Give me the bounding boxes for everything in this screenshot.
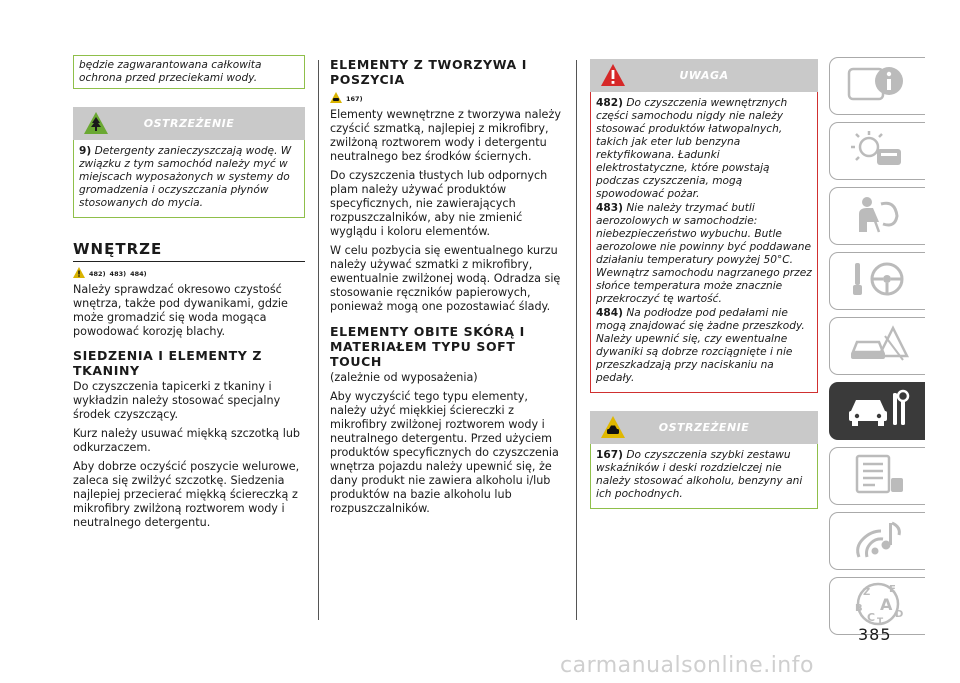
top-note: będzie zagwarantowana całkowita ochrona przed przeciekami wody. [73, 55, 305, 89]
warning-header [590, 411, 818, 444]
body-paragraph: Elementy wewnętrzne z tworzywa należy czyścić szmatką, najlepiej z mikrofibry, zwilżoną roztworem wody i detergentu neutralnego bez środków ściernych. [330, 108, 561, 163]
ref-number: 167) [346, 94, 363, 103]
index-letter: A [879, 595, 892, 614]
warning-box [590, 411, 818, 509]
tab-emergency[interactable] [829, 317, 925, 375]
ref-number: 484) [130, 269, 147, 278]
maintenance-car-tools-icon [845, 387, 911, 435]
tab-maintenance[interactable] [829, 382, 925, 440]
ref-number: 483) [109, 269, 127, 278]
body-paragraph: Do czyszczenia tapicerki z tkaniny i wykładzin należy stosować specjalny środek czyszczący. [73, 380, 281, 421]
steering-start-icon [845, 257, 911, 305]
column-divider [318, 60, 319, 620]
warning-text: Do czyszczenia szybki zestawu wskaźników i deski rozdzielczej nie należy stosować alkoholu, benzyny ani ich pochodnych. [596, 449, 803, 500]
warning-title: OSTRZEŻENIE [658, 421, 750, 434]
body-paragraph: Kurz należy usuwać miękką szczotką lub odkurzaczem. [73, 427, 301, 454]
tab-specs[interactable] [829, 447, 925, 505]
emergency-car-icon [845, 322, 911, 370]
subsection-title: ELEMENTY Z TWORZYWA I POSZYCIA [330, 57, 528, 87]
subsection-title: SIEDZENIA I ELEMENTY Z TKANINY [73, 348, 262, 378]
caution-text: Na podłodze pod pedałami nie mogą znajdować się żadne przeszkody. Należy upewnić się, czy ewentualne dywaniki są dobrze rozciągnięte i nie przeszkadzają przy naciskaniu na pedały. [596, 307, 805, 384]
warning-header [73, 107, 305, 140]
column-1 [73, 55, 305, 535]
chapter-tabs [829, 57, 925, 642]
subsection-title: ELEMENTY OBITE SKÓRĄ I MATERIAŁEM TYPU SOFT TOUCH [330, 324, 525, 369]
multimedia-icon [845, 517, 911, 565]
tab-safety[interactable] [829, 187, 925, 245]
column-3 [590, 59, 818, 509]
warning-triangle-icon [73, 267, 85, 280]
body-paragraph: Do czyszczenia tłustych lub odpornych plam należy używać produktów specyficznych, nie zawierających rozpuszczalników, aby nie zmienić wyglądu i koloru elementów. [330, 169, 548, 238]
index-letter: C [866, 611, 875, 624]
info-icon [845, 63, 911, 109]
page-number: 385 [858, 625, 892, 644]
body-paragraph: Aby wyczyścić tego typu elementy, należy użyć miękkiej ściereczki z mikrofibry zwilżonej roztworem wody i neutralnego detergentu. Przed użyciem produktów specyficznych do czyszczenia wnętrza pojazdu należy upewnić się, że dany produkt nie zawiera alkoholu i/lub produktów na bazie alkoholu lub rozpuszczalników. [330, 390, 559, 515]
column-divider [576, 60, 577, 620]
body-paragraph: (zależnie od wyposażenia) [330, 371, 478, 384]
caution-ref: 482) [596, 97, 623, 109]
body-paragraph: Aby dobrze oczyścić poszycie welurowe, zaleca się zwilżyć szczotkę. Siedzenia najlepiej przecierać miękką ściereczką z mikrofibry zwilżoną roztworem wody i neutralnego detergentu. [73, 460, 300, 529]
watermark: carmanualsonline.info [560, 653, 814, 678]
section-refs [73, 267, 305, 280]
index-letters-icon [845, 581, 911, 631]
danger-triangle-icon [600, 63, 626, 100]
tab-info[interactable] [829, 57, 925, 115]
column-2 [330, 55, 562, 521]
warning-body [73, 140, 305, 218]
section-title: WNĘTRZE [73, 240, 305, 262]
tab-steering[interactable] [829, 252, 925, 310]
caution-text: Nie należy trzymać butli aerozolowych w samochodzie: niebezpieczeństwo wybuchu. Butle aerozolowe nie powinny być poddawane działaniu temperatury powyżej 50°C. Wewnątrz samochodu nagrzanego przez słońce temperatura może znacznie przekroczyć tę wartość. [596, 202, 812, 305]
index-letter: D [894, 609, 903, 620]
tab-multimedia[interactable] [829, 512, 925, 570]
safety-airbag-icon [845, 192, 911, 240]
specs-document-icon [845, 452, 911, 500]
caution-ref: 484) [596, 307, 623, 319]
index-letter: B [854, 603, 863, 614]
environment-tree-icon [83, 111, 109, 148]
index-letter: T [876, 617, 883, 627]
caution-title: UWAGA [679, 69, 729, 82]
ref-number: 482) [89, 269, 106, 278]
warning-title: OSTRZEŻENIE [143, 117, 235, 130]
caution-box [590, 59, 818, 393]
caution-header [590, 59, 818, 92]
caution-ref: 483) [596, 202, 623, 214]
warning-box-environment [73, 107, 305, 218]
caution-text: Do czyszczenia wewnętrznych części samochodu nigdy nie należy stosować produktów łatwopalnych, takich jak eter lub benzyna rektyfikowana. Ładunki elektrostatyczne, które powstają podczas czyszczenia, mogą spowodować pożar. [596, 97, 788, 200]
car-warning-triangle-icon [600, 415, 626, 452]
section-refs [330, 92, 562, 105]
body-paragraph: W celu pozbycia się ewentualnego kurzu należy używać szmatki z mikrofibry, ewentualnie zwilżonej wodą. Odradza się stosowanie ręczników papierowych, ponieważ mogą one pozostawiać ślady. [330, 244, 561, 313]
dashboard-lights-icon [845, 127, 911, 175]
caution-body [590, 92, 818, 393]
warning-ref: 167) [596, 449, 623, 461]
warning-ref: 9) [79, 145, 92, 157]
warning-body [590, 444, 818, 509]
caution-triangle-icon [330, 92, 342, 105]
index-letter: E [888, 584, 896, 595]
tab-dashboard-lights[interactable] [829, 122, 925, 180]
index-letter: Z [862, 587, 870, 598]
intro-paragraph: Należy sprawdzać okresowo czystość wnętrza, także pod dywanikami, gdzie może gromadzić się woda mogąca powodować korozję blachy. [73, 283, 288, 338]
warning-text: Detergenty zanieczyszczają wodę. W związku z tym samochód należy myć w miejscach wyposażonych w systemy do gromadzenia i oczyszczania płynów stosowanych do mycia. [79, 145, 292, 209]
